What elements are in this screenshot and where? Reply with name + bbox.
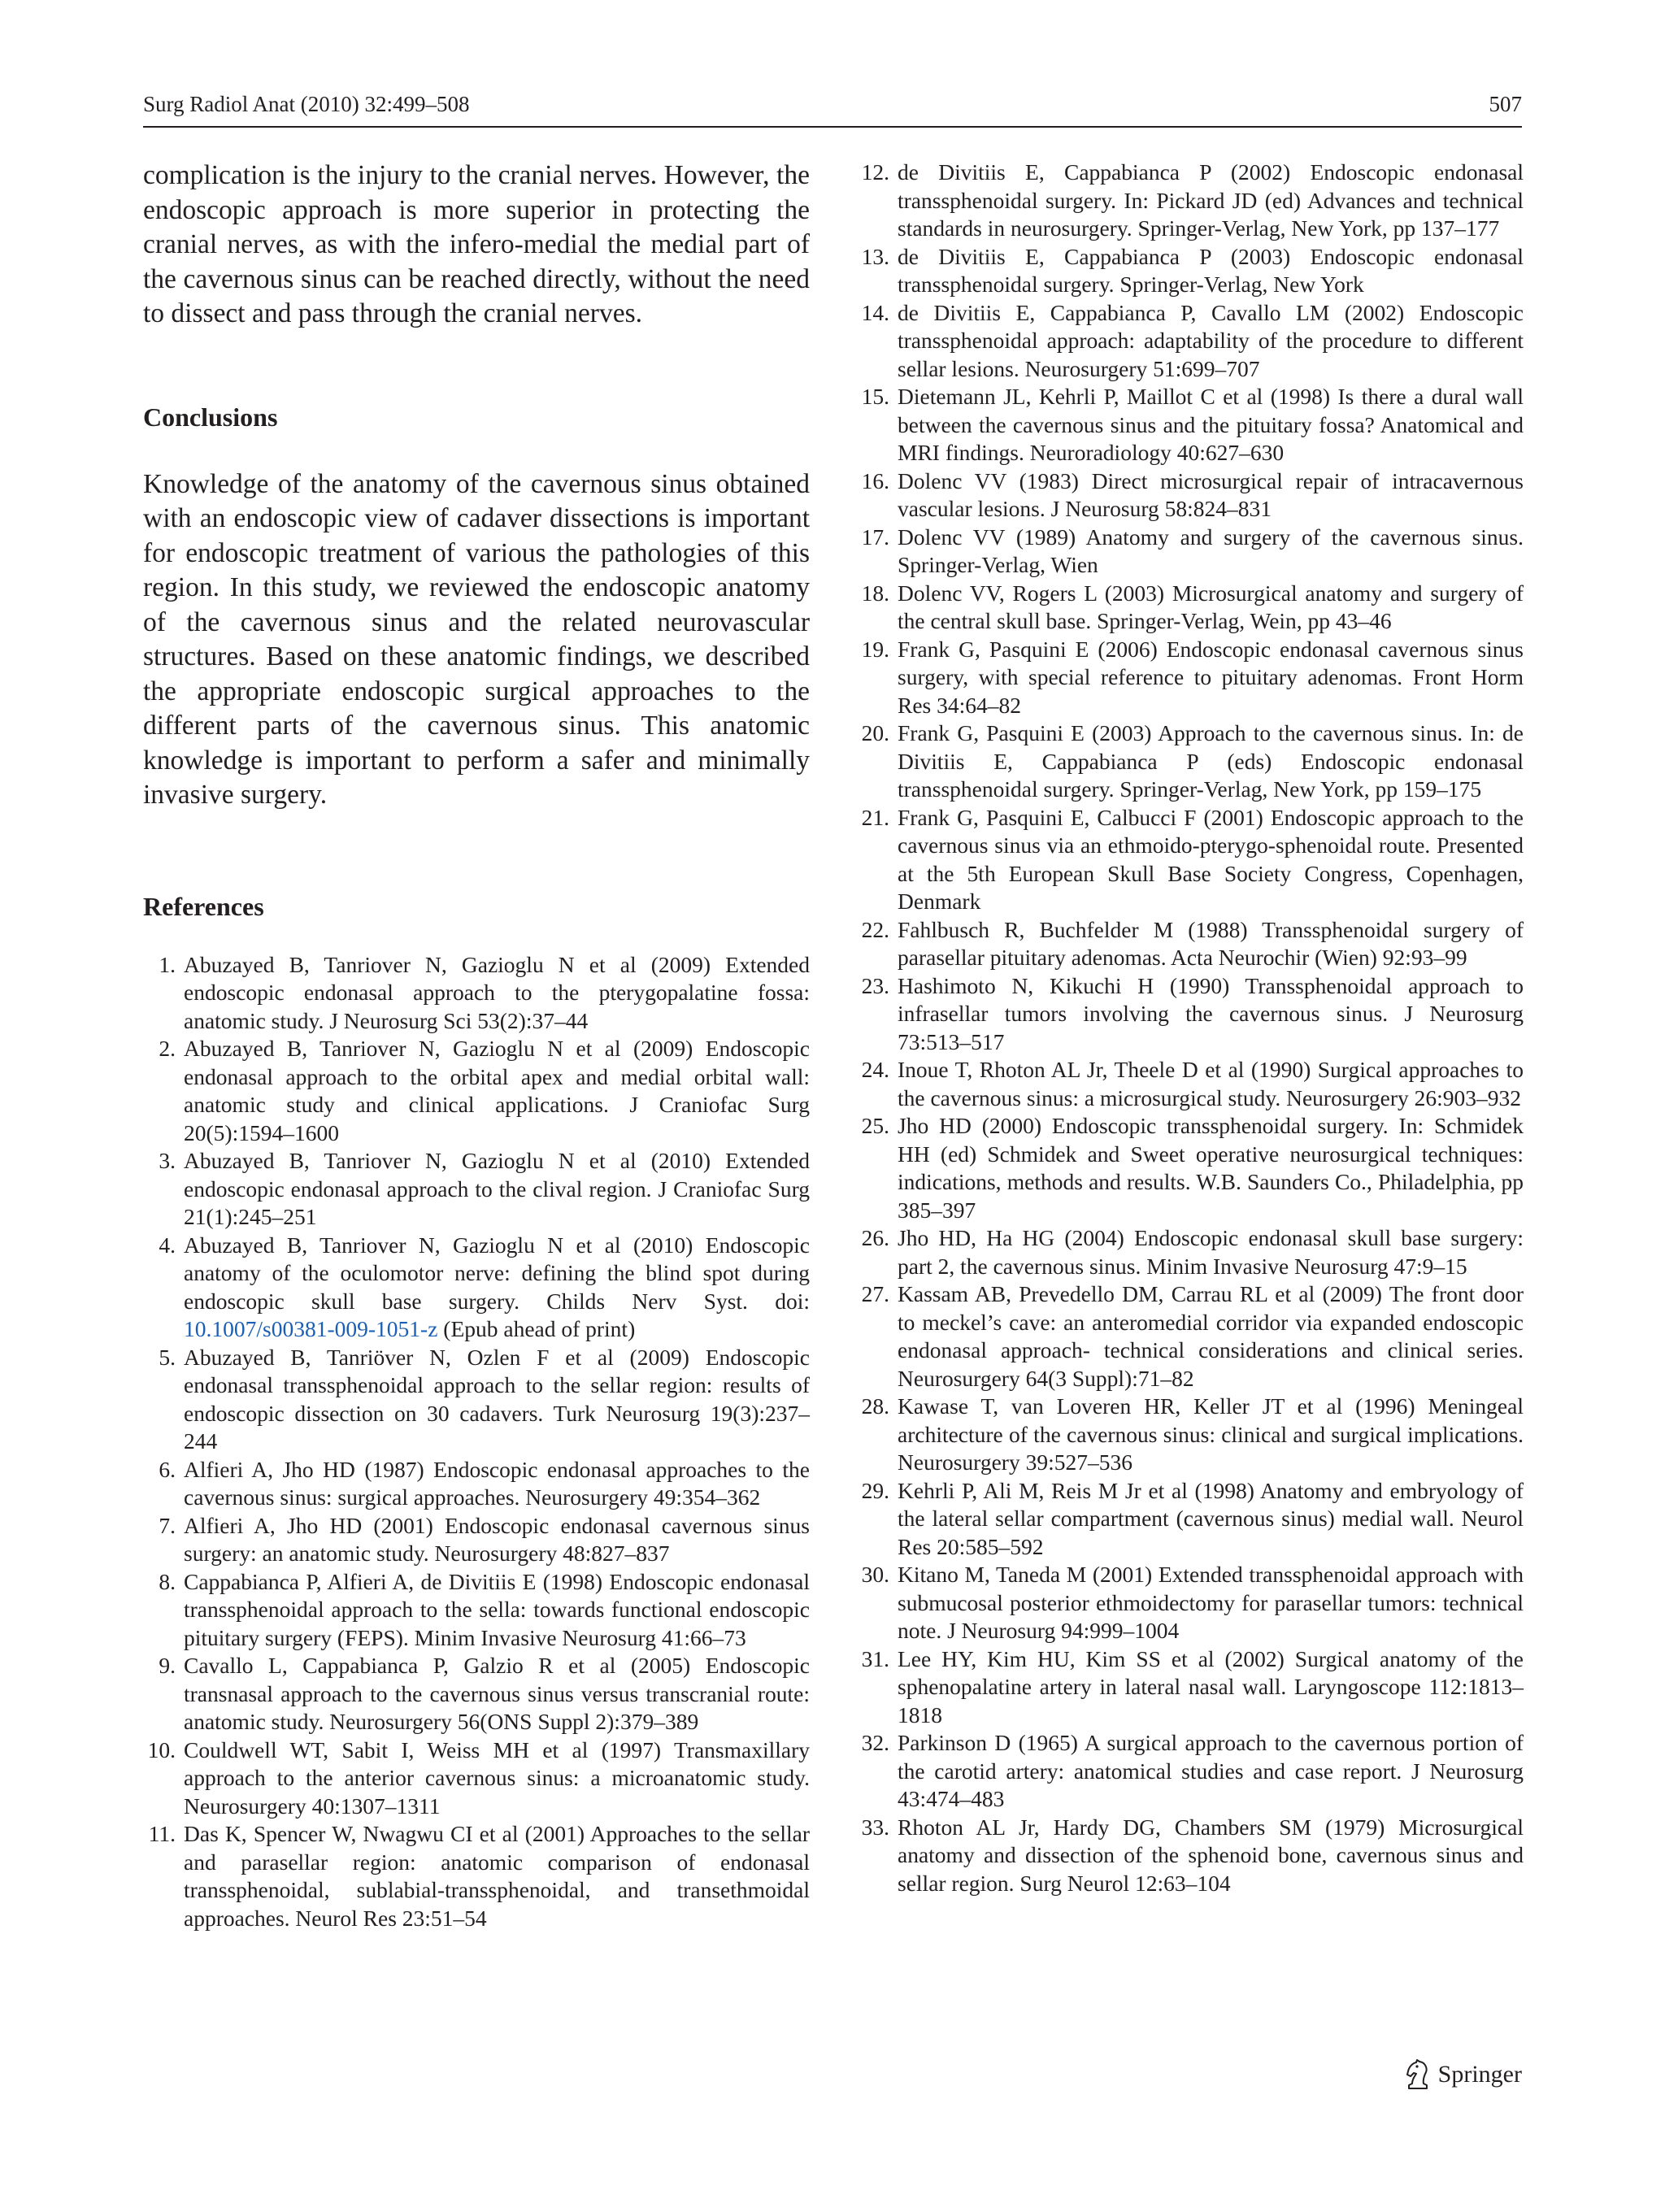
reference-item: 15. Dietemann JL, Kehrli P, Maillot C et al (1998) Is there a dural wall between the cavernous sinus and the pituitary fossa? Anatomical and MRI findings. Neuroradiology 40:627–630 xyxy=(861,384,1524,465)
journal-citation: Surg Radiol Anat (2010) 32:499–508 xyxy=(143,92,470,116)
publisher-footer xyxy=(1404,2057,1522,2092)
reference-item: 27. Kassam AB, Prevedello DM, Carrau RL et al (2009) The front door to meckel’s cave: an anteromedial corridor via expanded endoscopic endonasal approach- technical considerations and clinical series. Neurosurgery 64(3 Suppl):71–82 xyxy=(861,1281,1524,1391)
reference-item: 16. Dolenc VV (1983) Direct microsurgical repair of intracavernous vascular lesions. J Neurosurg 58:824–831 xyxy=(861,467,1524,521)
doi-link[interactable]: 10.1007/s00381-009-1051-z xyxy=(184,1316,438,1341)
reference-item: 22. Fahlbusch R, Buchfelder M (1988) Transsphenoidal surgery of parasellar pituitary adenomas. Acta Neurochir (Wien) 92:93–99 xyxy=(861,916,1524,970)
reference-list-right xyxy=(857,159,1524,1897)
reference-item: 31. Lee HY, Kim HU, Kim SS et al (2002) Surgical anatomy of the sphenopalatine artery in lateral nasal wall. Laryngoscope 112:1813–1818 xyxy=(861,1645,1524,1727)
reference-item: 2. Abuzayed B, Tanriover N, Gazioglu N et al (2009) Endoscopic endonasal approach to the orbital apex and medial orbital wall: anatomic study and clinical applications. J Craniofac Surg 20(5):1594–1600 xyxy=(159,1036,810,1145)
intro-paragraph: complication is the injury to the cranial nerves. However, the endoscopic approach is more superior in protecting the cranial nerves, as with the infero-medial the medial part of the cavernous sinus can be reached directly, without the need to dissect and pass through the cranial nerves. xyxy=(143,160,810,328)
header-divider xyxy=(143,126,1522,128)
reference-item: 33. Rhoton AL Jr, Hardy DG, Chambers SM (1979) Microsurgical anatomy and dissection of the sphenoid bone, cavernous sinus and sellar region. Surg Neurol 12:63–104 xyxy=(861,1814,1524,1896)
reference-item: 24. Inoue T, Rhoton AL Jr, Theele D et al (1990) Surgical approaches to the cavernous sinus: a microsurgical study. Neurosurgery 26:903–932 xyxy=(861,1057,1524,1110)
reference-item: 7. Alfieri A, Jho HD (2001) Endoscopic endonasal cavernous sinus surgery: an anatomic study. Neurosurgery 48:827–837 xyxy=(159,1512,810,1566)
reference-item: 21. Frank G, Pasquini E, Calbucci F (2001) Endoscopic approach to the cavernous sinus via an ethmoido-pterygo-sphenoidal route. Presented at the 5th European Skull Base Society Congress, Copenhagen, Denmark xyxy=(861,804,1524,914)
reference-item: 10. Couldwell WT, Sabit I, Weiss MH et al (1997) Transmaxillary approach to the anterior cavernous sinus: a microanatomic study. Neurosurgery 40:1307–1311 xyxy=(147,1736,810,1819)
page-number: 507 xyxy=(1489,92,1522,116)
conclusions-paragraph: Knowledge of the anatomy of the cavernous sinus obtained with an endoscopic view of cadaver dissections is important for endoscopic treatment of various the pathologies of this region. In this study, we reviewed the endoscopic anatomy of the cavernous sinus and the related neurovascular structures. Based on these anatomic findings, we described the appropriate endoscopic surgical approaches to the different parts of the cavernous sinus. This anatomic knowledge is important to perform a safer and minimally invasive surgery. xyxy=(143,468,810,810)
reference-list-left xyxy=(143,951,810,1933)
reference-item: 6. Alfieri A, Jho HD (1987) Endoscopic endonasal approaches to the cavernous sinus: surgical approaches. Neurosurgery 49:354–362 xyxy=(159,1456,810,1510)
reference-item: 17. Dolenc VV (1989) Anatomy and surgery of the cavernous sinus. Springer-Verlag, Wien xyxy=(861,524,1524,577)
reference-item: 13. de Divitiis E, Cappabianca P (2003) Endoscopic endonasal transsphenoidal surgery. Springer-Verlag, New York xyxy=(861,243,1524,297)
reference-item: 14. de Divitiis E, Cappabianca P, Cavallo LM (2002) Endoscopic transsphenoidal approach: adaptability of the procedure to different sellar lesions. Neurosurgery 51:699–707 xyxy=(861,299,1524,381)
publisher-name: Springer xyxy=(1437,2061,1522,2088)
reference-item: 1. Abuzayed B, Tanriover N, Gazioglu N et al (2009) Extended endoscopic endonasal approach to the pterygopalatine fossa: anatomic study. J Neurosurg Sci 53(2):37–44 xyxy=(159,951,810,1033)
running-header xyxy=(143,88,1522,124)
left-column xyxy=(143,159,810,1932)
conclusions-heading: Conclusions xyxy=(143,402,278,432)
reference-item: 12. de Divitiis E, Cappabianca P (2002) Endoscopic endonasal transsphenoidal surgery. In: Pickard JD (ed) Advances and technical standards in neurosurgery. Springer-Verlag, New York, pp 137–177 xyxy=(861,159,1524,241)
reference-item: 23. Hashimoto N, Kikuchi H (1990) Transsphenoidal approach to infrasellar tumors involving the cavernous sinus. J Neurosurg 73:513–517 xyxy=(861,972,1524,1054)
springer-chess-knight-icon xyxy=(1404,2058,1432,2091)
reference-item: 30. Kitano M, Taneda M (2001) Extended transsphenoidal approach with submucosal posterior ethmoidectomy for parasellar tumors: technical note. J Neurosurg 94:999–1004 xyxy=(861,1562,1524,1643)
reference-item: 8. Cappabianca P, Alfieri A, de Divitiis E (1998) Endoscopic endonasal transsphenoidal approach to the sella: towards functional endoscopic pituitary surgery (FEPS). Minim Invasive Neurosurg 41:66–73 xyxy=(159,1568,810,1650)
reference-item: 9. Cavallo L, Cappabianca P, Galzio R et al (2005) Endoscopic transnasal approach to the cavernous sinus versus transcranial route: anatomic study. Neurosurgery 56(ONS Suppl 2):379–389 xyxy=(159,1653,810,1734)
right-column xyxy=(857,159,1524,1897)
reference-item: 25. Jho HD (2000) Endoscopic transsphenoidal surgery. In: Schmidek HH (ed) Schmidek and Sweet operative neurosurgical techniques: indications, methods and results. W.B. Saunders Co., Philadelphia, pp 385–397 xyxy=(861,1113,1524,1223)
reference-item: 29. Kehrli P, Ali M, Reis M Jr et al (1998) Anatomy and embryology of the lateral sellar compartment (cavernous sinus) medial wall. Neurol Res 20:585–592 xyxy=(861,1477,1524,1559)
reference-item: 28. Kawase T, van Loveren HR, Keller JT et al (1996) Meningeal architecture of the cavernous sinus: clinical and surgical implications. Neurosurgery 39:527–536 xyxy=(861,1393,1524,1475)
reference-item: 11. Das K, Spencer W, Nwagwu CI et al (2001) Approaches to the sellar and parasellar region: anatomic comparison of endonasal transsphenoidal, sublabial-transsphenoidal, and transethmoidal approaches. Neurol Res 23:51–54 xyxy=(148,1821,810,1931)
reference-item: 32. Parkinson D (1965) A surgical approach to the cavernous portion of the carotid artery: anatomical studies and case report. J Neurosurg 43:474–483 xyxy=(861,1730,1524,1811)
references-heading: References xyxy=(143,891,264,921)
reference-item: 18. Dolenc VV, Rogers L (2003) Microsurgical anatomy and surgery of the central skull base. Springer-Verlag, Wein, pp 43–46 xyxy=(861,580,1524,633)
reference-item: 3. Abuzayed B, Tanriover N, Gazioglu N et al (2010) Extended endoscopic endonasal approach to the clival region. J Craniofac Surg 21(1):245–251 xyxy=(159,1148,810,1229)
reference-item: 19. Frank G, Pasquini E (2006) Endoscopic endonasal cavernous sinus surgery, with special reference to pituitary adenomas. Front Horm Res 34:64–82 xyxy=(861,636,1524,718)
reference-item: 5. Abuzayed B, Tanriöver N, Ozlen F et al (2009) Endoscopic endonasal transsphenoidal approach to the sellar region: results of endoscopic dissection on 30 cadavers. Turk Neurosurg 19(3):237–244 xyxy=(159,1344,810,1454)
reference-item: 26. Jho HD, Ha HG (2004) Endoscopic endonasal skull base surgery: part 2, the cavernous sinus. Minim Invasive Neurosurg 47:9–15 xyxy=(861,1225,1524,1279)
reference-item: 20. Frank G, Pasquini E (2003) Approach to the cavernous sinus. In: de Divitiis E, Cappabianca P (eds) Endoscopic endonasal transsphenoidal surgery. Springer-Verlag, New York, pp 159–175 xyxy=(861,720,1524,802)
reference-item: 4. Abuzayed B, Tanriover N, Gazioglu N et al (2010) Endoscopic anatomy of the oculomotor nerve: defining the blind spot during endoscopic skull base surgery. Childs Nerv Syst. doi: 10.1007/s00381-009-1051-z (Epub ahead of print) xyxy=(159,1232,810,1341)
